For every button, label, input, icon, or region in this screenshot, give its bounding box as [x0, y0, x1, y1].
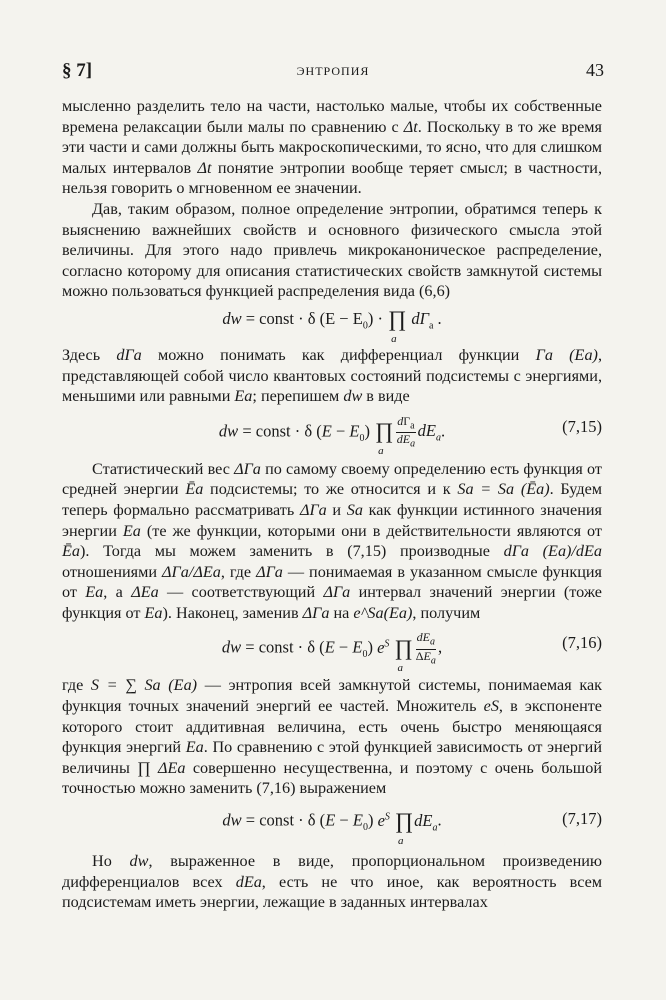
page-header	[62, 60, 604, 84]
equation-7-17: dw = const · δ $(E - E_0)$ $e^S$ ∏ a $dE_a$. (7,17)	[222, 807, 602, 847]
equation-number: (7,16)	[562, 633, 602, 653]
equation-number: (7,15)	[562, 416, 602, 436]
section-number: § 7]	[62, 60, 93, 81]
paragraph-3: Здесь dΓa можно понимать как дифференциал функции Γa (Ea), представляющей собой число квантовых состояний подсистемы с энергиями, меньшими или равными Ea; перепишем dw в виде	[62, 345, 602, 406]
equation-6-6: dw = const · δ $(E - E_0)$ · ∏ a $d\Gamma_a$ .	[222, 305, 442, 345]
running-title: ЭНТРОПИЯ	[296, 64, 370, 78]
paragraph-1: мысленно разделить тело на части, настолько малые, чтобы их собственные времена релаксации были малы по сравнению с Δt. Поскольку в то же время эти части и сами должны быть макроскопическими, то ясно, что для слишком малых интервалов Δt понятие энтропии вообще теряет смысл; в частности, нельзя говорить о мгновенном ее значении.	[62, 97, 602, 198]
paragraph-2: Дав, таким образом, полное определение энтропии, обратимся теперь к выяснению важнейших свойств и основного физического смысла этой величины. Для этого надо привлечь микроканоническое распределение, согласно которому для описания статистических свойств замкнутой системы можно пользоваться функцией распределения вида (6,6)	[62, 199, 602, 301]
paragraph-6: Но dw, выраженное в виде, пропорциональном произведению дифференциалов всех dEa, есть не что иное, как вероятность всем подсистемам иметь энергии, лежащие в заданных интервалах	[62, 852, 603, 912]
paragraph-4: Статистический вес ΔΓa по самому своему определению есть функция от средней энергии Ēa подсистемы; то же относится и к Sa = Sa (Ēa). Будем теперь формально рассматривать ΔΓa и Sa как функции истинного значения энергии Ea (те же функции, которыми они в действительности являются от Ēa). Тогда мы можем заменить в (7,15) производные dΓa (Ea)/dEa отношениями ΔΓa/ΔEa, где ΔΓa — понимаемая в указанном смысле функция от Ea, а ΔEa — соответствующий ΔΓa интервал значений энергии (тоже функция от Ea). Наконец, заменив ΔΓa на e^Sa(Ea), получим	[62, 459, 603, 622]
equation-number: (7,17)	[562, 809, 602, 829]
paragraph-5: где S = ∑ Sa (Ea) — энтропия всей замкнутой системы, понимаемая как функция точных значений энергий ее частей. Множитель eS, в экспоненте которого стоит аддитивная величина, есть очень быстро меняющаяся функция энергий Ea. По сравнению с этой функцией зависимость от энергий величины ∏ ΔEa совершенно несущественна, и поэтому с очень большой точностью можно заменить (7,16) выражением	[62, 676, 602, 798]
equation-7-16: dw = const · δ $(E - E_0)$ $e^S$ ∏ a $\frac{dE_a}{\Delta E_a}$ , (7,16)	[221, 630, 602, 675]
page-number: 43	[586, 60, 604, 80]
page-body	[62, 96, 602, 913]
equation-7-15: dw = const · δ $(E - E_0)$ ∏ a $\frac{d\Gamma_a}{dE_a}$ $dE_a$. (7,15)	[218, 413, 602, 458]
